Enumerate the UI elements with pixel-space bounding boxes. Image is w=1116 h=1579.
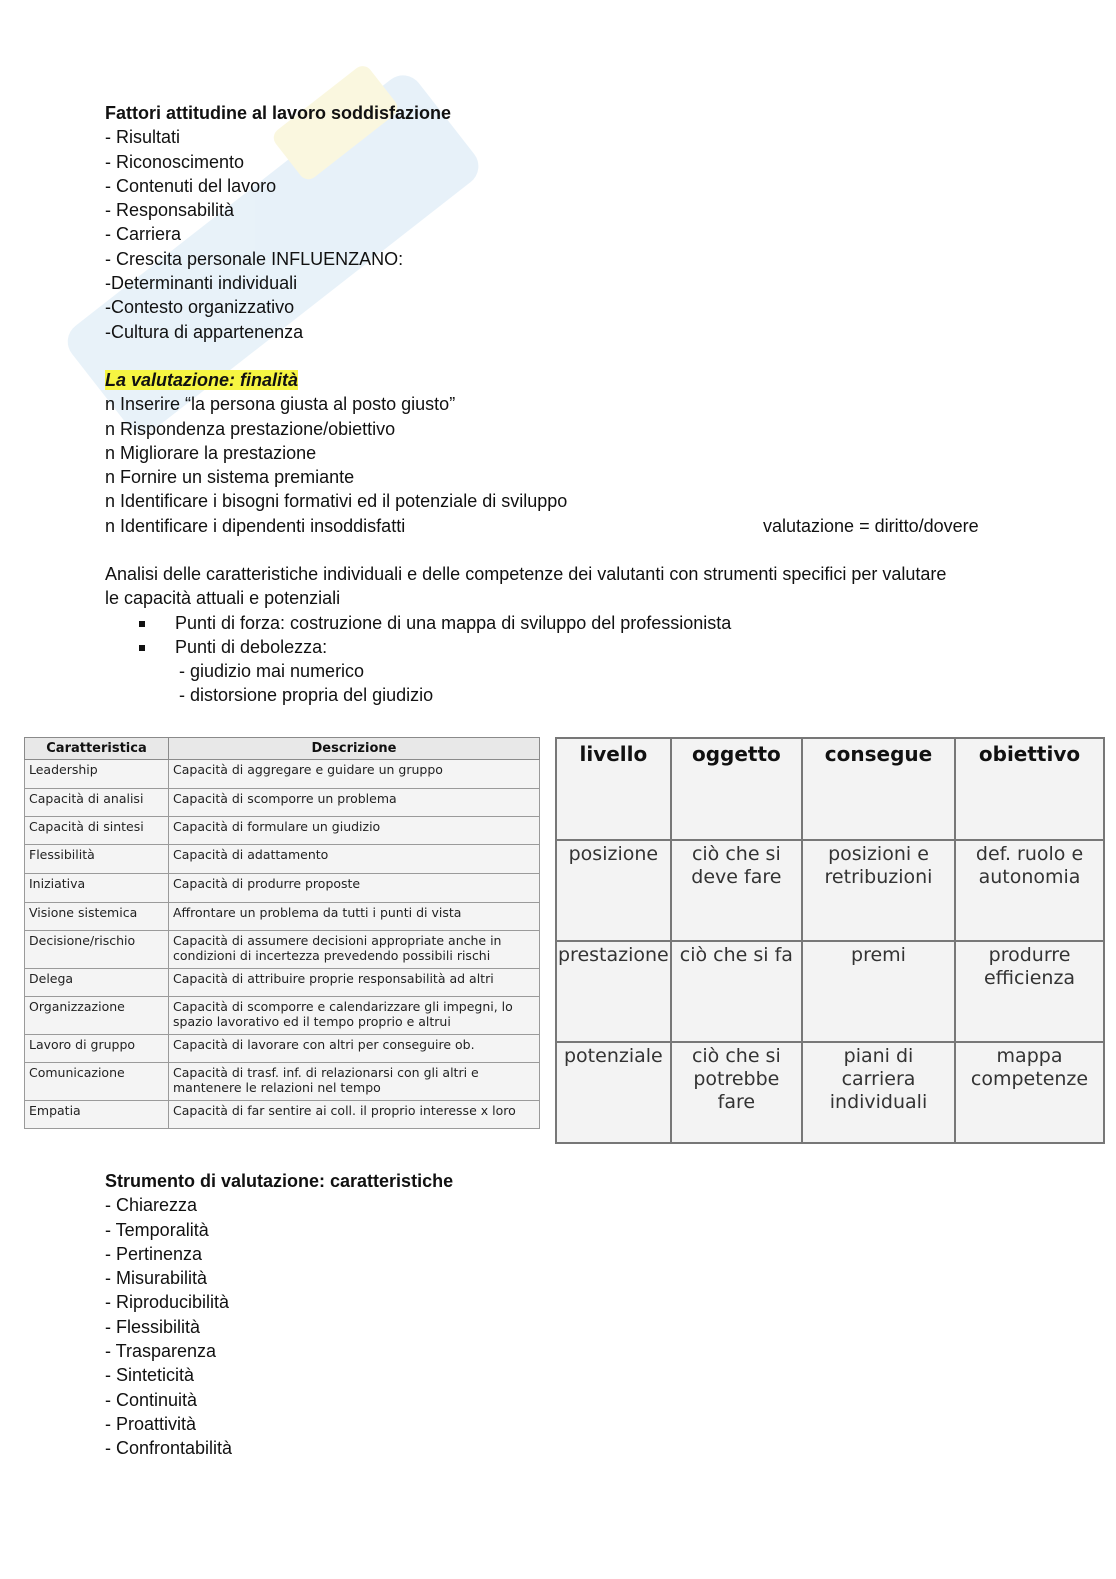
table-cell: Affrontare un problema da tutti i punti di vista bbox=[169, 903, 540, 931]
table-header: Descrizione bbox=[169, 738, 540, 760]
section-fattori bbox=[105, 101, 451, 344]
table-cell: Visione sistemica bbox=[25, 903, 169, 931]
list-item: n Identificare i dipendenti insoddisfatti bbox=[105, 515, 406, 536]
table-header: oggetto bbox=[671, 738, 802, 840]
bullet-item: Punti di debolezza: bbox=[139, 635, 946, 659]
table-cell: ciò che si deve fare bbox=[671, 840, 802, 941]
list-item: n Fornire un sistema premiante bbox=[105, 467, 355, 488]
list-item: -Determinanti individuali bbox=[105, 273, 298, 294]
paragraph-line: Analisi delle caratteristiche individuali e delle competenze dei valutanti con strumenti specifici per valutare bbox=[105, 564, 947, 584]
list-item: n Inserire “la persona giusta al posto giusto” bbox=[105, 394, 456, 415]
table-row bbox=[25, 874, 540, 903]
list-item: - Responsabilità bbox=[105, 200, 235, 221]
table-cell: Lavoro di gruppo bbox=[25, 1035, 169, 1063]
list-item: n Migliorare la prestazione bbox=[105, 442, 317, 463]
table-cell: def. ruolo e autonomia bbox=[955, 840, 1104, 941]
table-cell: Capacità di analisi bbox=[25, 789, 169, 817]
list-item: - Carriera bbox=[105, 224, 182, 245]
table-row bbox=[25, 1063, 540, 1101]
table-row bbox=[25, 789, 540, 817]
table-cell: Empatia bbox=[25, 1101, 169, 1129]
table-row bbox=[25, 903, 540, 931]
table-row bbox=[25, 817, 540, 845]
list-item: - Crescita personale INFLUENZANO: bbox=[105, 248, 404, 269]
list-item: - Temporalità bbox=[105, 1219, 209, 1240]
table-cell: potenziale bbox=[556, 1042, 671, 1143]
section-title: Fattori attitudine al lavoro soddisfazione bbox=[105, 103, 452, 123]
table-row bbox=[25, 1035, 540, 1063]
table-row bbox=[25, 931, 540, 969]
section-strumento bbox=[105, 1169, 453, 1461]
list-item: - Trasparenza bbox=[105, 1341, 217, 1362]
table-cell: Capacità di far sentire ai coll. il proprio interesse x loro bbox=[169, 1101, 540, 1129]
table-header: Caratteristica bbox=[25, 738, 169, 760]
list-item: - Flessibilità bbox=[105, 1316, 201, 1337]
table-cell: Capacità di aggregare e guidare un gruppo bbox=[169, 760, 540, 789]
list-item: - Chiarezza bbox=[105, 1195, 198, 1216]
table-cell: Capacità di trasf. inf. di relazionarsi con gli altri e mantenere le relazioni nel tempo bbox=[169, 1063, 540, 1101]
section-title-highlighted: La valutazione: finalità bbox=[105, 370, 299, 390]
paragraph-line: le capacità attuali e potenziali bbox=[105, 588, 341, 609]
section-valutazione bbox=[105, 368, 567, 538]
list-item: - Confrontabilità bbox=[105, 1438, 233, 1459]
table-row bbox=[25, 997, 540, 1035]
table-cell: prestazione bbox=[556, 941, 671, 1042]
table-cell: Capacità di attribuire proprie responsabilità ad altri bbox=[169, 969, 540, 997]
levels-table bbox=[555, 737, 1105, 1144]
list-item: - Misurabilità bbox=[105, 1268, 208, 1289]
table-header: consegue bbox=[802, 738, 955, 840]
table-row bbox=[556, 840, 1104, 941]
side-note: valutazione = diritto/dovere bbox=[763, 516, 979, 536]
table-cell: posizione bbox=[556, 840, 671, 941]
table-cell: Capacità di assumere decisioni appropriate anche in condizioni di incertezza prevedendo possibili rischi bbox=[169, 931, 540, 969]
table-cell: Capacità di produrre proposte bbox=[169, 874, 540, 903]
table-cell: premi bbox=[802, 941, 955, 1042]
table-cell: Decisione/rischio bbox=[25, 931, 169, 969]
table-cell: posizioni e retribuzioni bbox=[802, 840, 955, 941]
bullet-item: Punti di forza: costruzione di una mappa di sviluppo del professionista bbox=[139, 611, 946, 635]
table-cell: Leadership bbox=[25, 760, 169, 789]
table-cell: Comunicazione bbox=[25, 1063, 169, 1101]
sub-item: - distorsione propria del giudizio bbox=[179, 685, 434, 706]
sub-item: - giudizio mai numerico bbox=[179, 661, 365, 682]
list-item: -Cultura di appartenenza bbox=[105, 321, 304, 342]
table-cell: mappa competenze bbox=[955, 1042, 1104, 1143]
list-item: - Risultati bbox=[105, 127, 181, 148]
list-item: - Continuità bbox=[105, 1389, 198, 1410]
table-cell: Flessibilità bbox=[25, 845, 169, 874]
table-cell: Delega bbox=[25, 969, 169, 997]
list-item: - Riproducibilità bbox=[105, 1292, 230, 1313]
table-cell: produrre efficienza bbox=[955, 941, 1104, 1042]
table-cell: Organizzazione bbox=[25, 997, 169, 1035]
list-item: n Identificare i bisogni formativi ed il potenziale di sviluppo bbox=[105, 491, 568, 512]
table-cell: Iniziativa bbox=[25, 874, 169, 903]
list-item: -Contesto organizzativo bbox=[105, 297, 295, 318]
table-row bbox=[556, 1042, 1104, 1143]
list-item: - Contenuti del lavoro bbox=[105, 175, 277, 196]
table-cell: ciò che si fa bbox=[671, 941, 802, 1042]
bullet-square-icon bbox=[139, 621, 145, 627]
list-item: - Proattività bbox=[105, 1413, 197, 1434]
table-cell: Capacità di formulare un giudizio bbox=[169, 817, 540, 845]
table-row bbox=[25, 1101, 540, 1129]
table-cell: Capacità di sintesi bbox=[25, 817, 169, 845]
table-header: livello bbox=[556, 738, 671, 840]
table-cell: piani di carriera individuali bbox=[802, 1042, 955, 1143]
table-cell: ciò che si potrebbe fare bbox=[671, 1042, 802, 1143]
list-item: - Riconoscimento bbox=[105, 151, 245, 172]
table-row bbox=[25, 969, 540, 997]
table-row bbox=[25, 760, 540, 789]
section-title: Strumento di valutazione: caratteristiche bbox=[105, 1171, 454, 1191]
table-cell: Capacità di scomporre e calendarizzare gli impegni, lo spazio lavorativo ed il tempo proprio e altrui bbox=[169, 997, 540, 1035]
table-cell: Capacità di scomporre un problema bbox=[169, 789, 540, 817]
list-item: n Rispondenza prestazione/obiettivo bbox=[105, 418, 396, 439]
table-cell: Capacità di lavorare con altri per conseguire ob. bbox=[169, 1035, 540, 1063]
section-analisi bbox=[105, 562, 946, 708]
list-item: - Pertinenza bbox=[105, 1243, 203, 1264]
characteristics-table bbox=[24, 737, 540, 1129]
table-cell: Capacità di adattamento bbox=[169, 845, 540, 874]
table-row bbox=[25, 845, 540, 874]
table-row bbox=[556, 941, 1104, 1042]
bullet-square-icon bbox=[139, 645, 145, 651]
table-header: obiettivo bbox=[955, 738, 1104, 840]
list-item: - Sinteticità bbox=[105, 1365, 195, 1386]
